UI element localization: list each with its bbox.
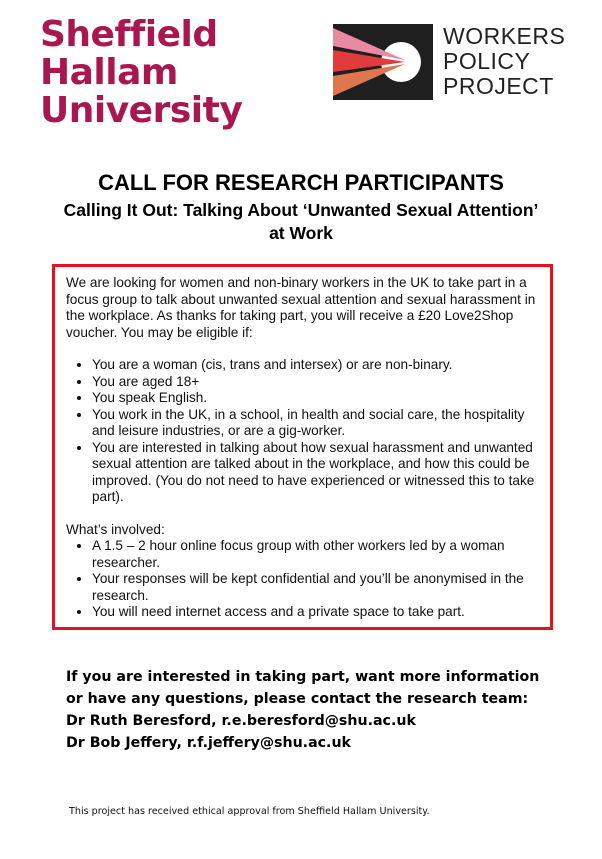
workers-policy-project-wordmark: [443, 24, 565, 99]
page-subtitle: Calling It Out: Talking About ‘Unwanted Sexual Attention’ at Work: [63, 200, 539, 243]
info-box: [52, 264, 553, 630]
ethics-footer: This project has received ethical approval from Sheffield Hallam University.: [69, 806, 430, 817]
list-item: • Your responses will be kept confidential and you’ll be anonymised in the research.: [92, 571, 540, 604]
involved-label: What’s involved:: [66, 521, 165, 537]
list-item: • You work in the UK, in a school, in health and social care, the hospitality and leisure industries, or are a gig-worker.: [92, 407, 540, 440]
wordmark-line-project: PROJECT: [443, 73, 554, 99]
logo-line-hallam: Hallam: [40, 52, 178, 93]
list-item: • You are a woman (cis, trans and intersex) or are non-binary.: [92, 357, 540, 374]
list-item: • You speak English.: [92, 390, 540, 407]
workers-policy-project-mark-icon: [333, 24, 433, 100]
contact-person-2: Dr Bob Jeffery, r.f.jeffery@shu.ac.uk: [66, 735, 351, 751]
list-item: • You will need internet access and a private space to take part.: [92, 604, 540, 621]
list-item: • You are aged 18+: [92, 374, 540, 391]
wordmark-line-policy: POLICY: [443, 48, 531, 74]
involved-list: [66, 538, 540, 621]
workers-policy-project-logo: [333, 24, 583, 100]
page-title: CALL FOR RESEARCH PARTICIPANTS: [98, 170, 504, 195]
logo-line-sheffield: Sheffield: [40, 14, 218, 55]
logo-line-university: University: [40, 90, 243, 131]
eligibility-list: [66, 357, 540, 506]
contact-line-2: or have any questions, please contact the research team:: [66, 691, 529, 707]
intro-paragraph: We are looking for women and non-binary workers in the UK to take part in a focus group to talk about unwanted sexual attention and sexual harassment in the workplace. As thanks for taking part, you will receive a £20 Love2Shop voucher. You may be eligible if:: [66, 275, 536, 340]
list-item: • A 1.5 – 2 hour online focus group with other workers led by a woman researcher.: [92, 538, 540, 571]
list-item: • You are interested in talking about how sexual harassment and unwanted sexual attention are talked about in the workplace, and how this could be improved. (You do not need to have experienced or witnessed this to take part).: [92, 440, 540, 506]
wordmark-line-workers: WORKERS: [443, 23, 566, 49]
contact-person-1: Dr Ruth Beresford, r.e.beresford@shu.ac.uk: [66, 713, 416, 729]
contact-section: [66, 666, 566, 754]
contact-line-1: If you are interested in taking part, want more information: [66, 669, 540, 685]
sheffield-hallam-logo: [40, 16, 242, 130]
